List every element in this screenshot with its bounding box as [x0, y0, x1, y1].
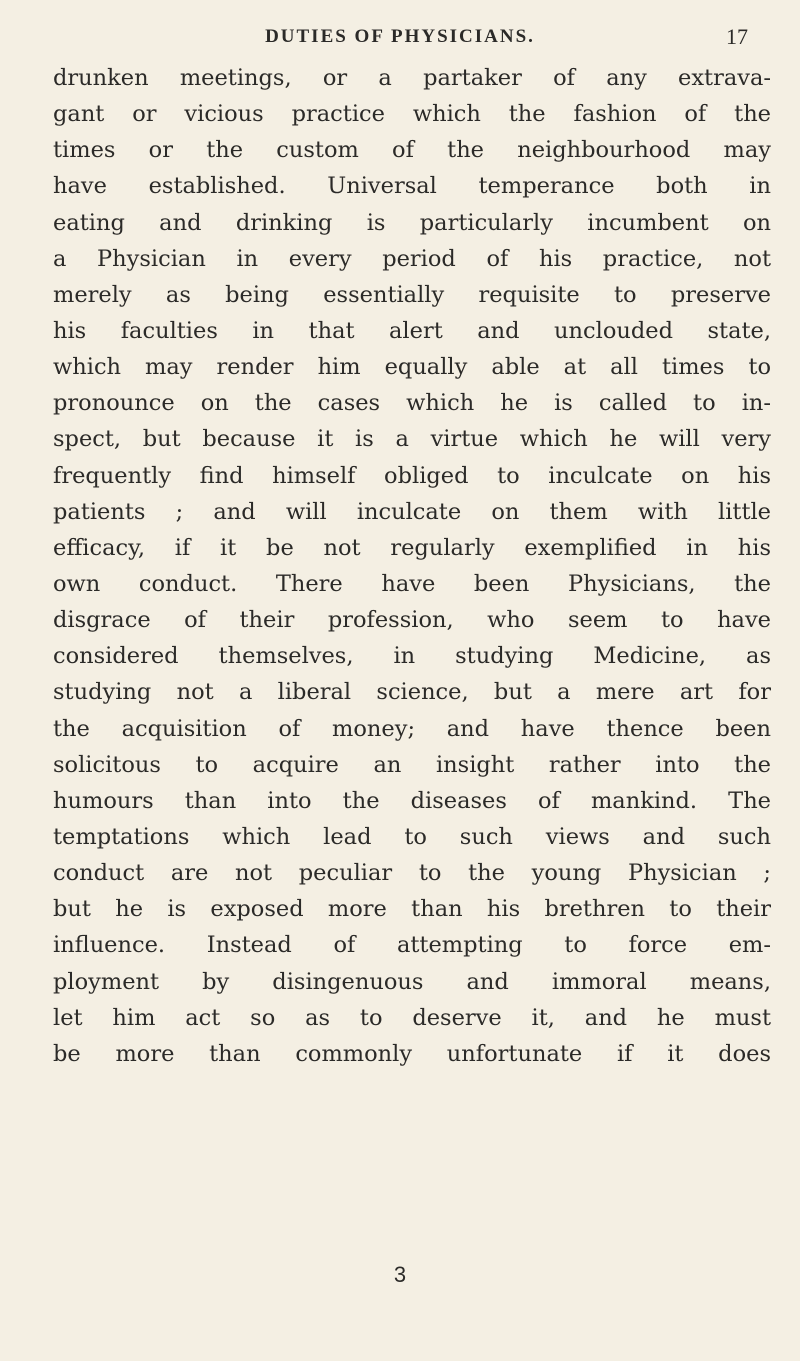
text-line: times or the custom of the neighbourhood may [53, 137, 771, 164]
signature-mark: 3 [393, 1262, 407, 1287]
page-header [0, 22, 800, 50]
text-line: which may render him equally able at all times to [53, 354, 771, 381]
text-line: let him act so as to deserve it, and he must [53, 1004, 771, 1031]
text-line: pronounce on the cases which he is called to in- [53, 390, 771, 417]
text-line: have established. Universal temperance both in [53, 173, 771, 200]
text-line: solicitous to acquire an insight rather into the [53, 751, 771, 778]
text-line: disgrace of their profession, who seem to have [53, 607, 771, 634]
text-line: the acquisition of money; and have thence been [53, 715, 771, 742]
text-line: humours than into the diseases of mankind. The [53, 787, 771, 814]
text-line: be more than commonly unfortunate if it does [53, 1040, 771, 1067]
text-line: conduct are not peculiar to the young Physician ; [53, 860, 771, 887]
running-title: DUTIES OF PHYSICIANS. [265, 26, 535, 47]
text-line: ployment by disingenuous and immoral means, [53, 968, 771, 995]
text-line: patients ; and will inculcate on them with little [53, 498, 771, 525]
text-line: but he is exposed more than his brethren to their [53, 896, 771, 923]
body-text [53, 60, 771, 1072]
page-number: 17 [726, 24, 748, 49]
text-line: eating and drinking is particularly incumbent on [53, 209, 771, 236]
text-line: spect, but because it is a virtue which he will very [53, 426, 771, 453]
text-line: considered themselves, in studying Medicine, as [53, 643, 771, 670]
text-line: efficacy, if it be not regularly exemplified in his [53, 534, 771, 561]
text-line: frequently find himself obliged to inculcate on his [53, 462, 771, 489]
text-line: merely as being essentially requisite to preserve [53, 281, 771, 308]
text-line: studying not a liberal science, but a mere art for [53, 679, 771, 706]
text-line: a Physician in every period of his practice, not [53, 245, 771, 272]
text-line: temptations which lead to such views and such [53, 823, 771, 850]
text-line: drunken meetings, or a partaker of any extrava- [53, 65, 771, 91]
text-line: gant or vicious practice which the fashion of the [53, 101, 771, 128]
text-line: own conduct. There have been Physicians, the [53, 570, 771, 597]
text-line: influence. Instead of attempting to force em- [53, 932, 771, 959]
text-line: his faculties in that alert and unclouded state, [53, 317, 771, 344]
